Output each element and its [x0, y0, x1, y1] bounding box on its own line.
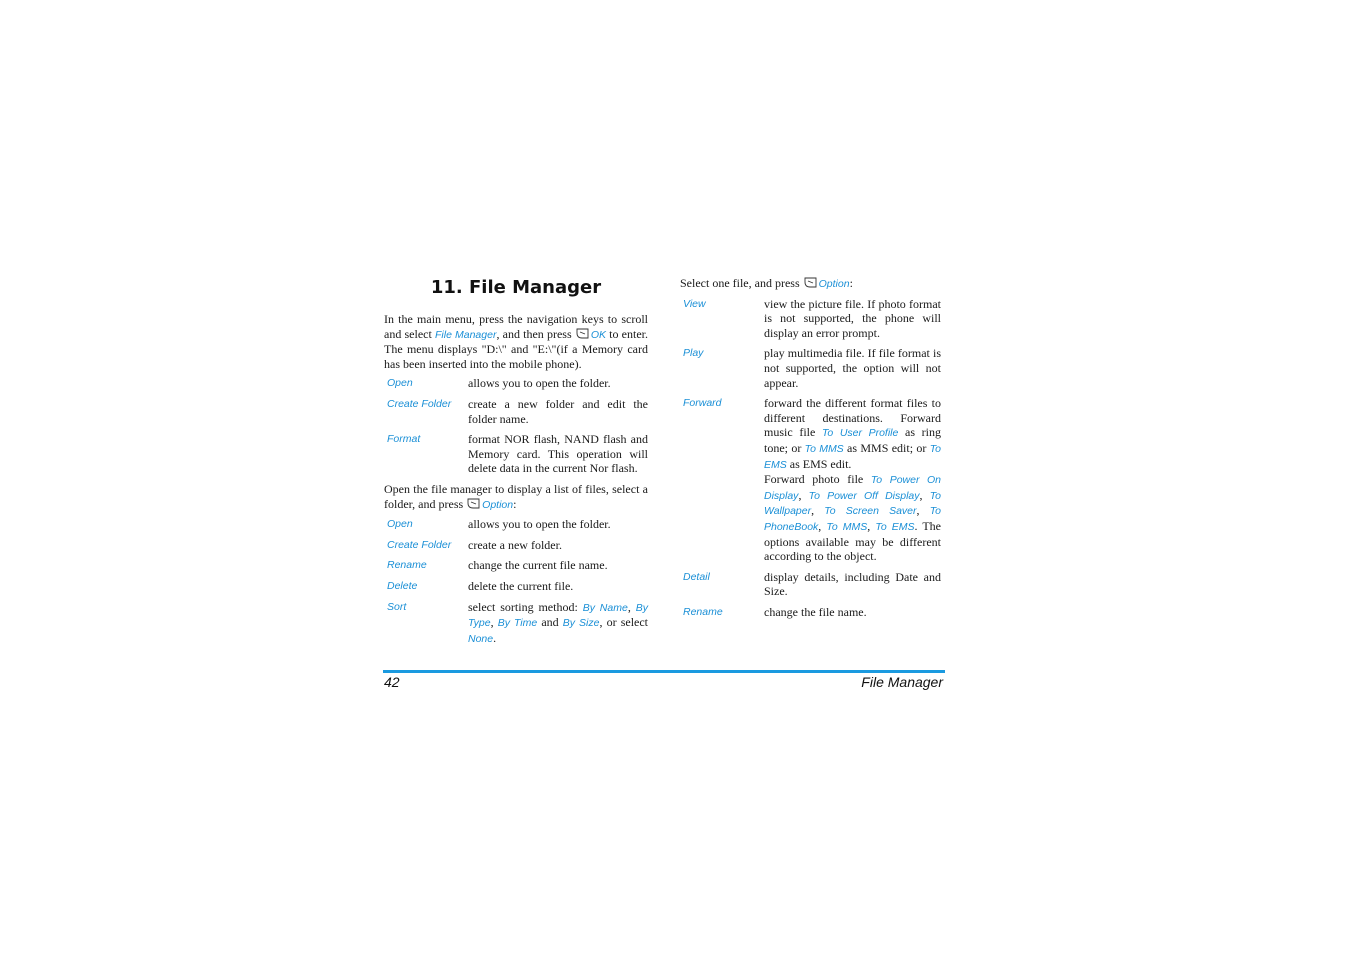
menu-options-list [384, 376, 648, 476]
keyword-ok: OK [590, 328, 606, 341]
option-desc: change the file name. [764, 604, 867, 619]
keyword-to-ems: To EMS [875, 520, 915, 533]
option-desc: create a new folder and edit the folder name. [468, 396, 648, 426]
option-row-sort [384, 600, 648, 647]
option-row [384, 558, 648, 573]
page-number: 42 [384, 674, 400, 690]
intro-text-3: to enter. The menu displays "D:\" and "E:\"(if a Memory card has been inserted into the mobile phone). [384, 326, 648, 371]
forward-text: as MMS edit; or [843, 440, 930, 455]
forward-photo-text [764, 472, 941, 564]
keyword-by-time: By Time [497, 617, 538, 630]
keyword-to-ems: To EMS [764, 442, 941, 471]
option-desc: display details, including Date and Size. [764, 569, 941, 599]
sort-text: , or select [599, 615, 649, 630]
keyword-to-phonebook: To PhoneBook [764, 505, 942, 533]
option-term: Sort [387, 600, 407, 613]
option-term: Play [683, 347, 704, 360]
option-row-forward [680, 396, 941, 564]
option-term: View [683, 297, 706, 310]
sort-text: and [537, 615, 563, 630]
option-term: Forward [683, 397, 722, 410]
option-desc [764, 396, 941, 564]
option-term: Rename [683, 605, 723, 618]
intro-text-1: In the main menu, press the navigation keys to scroll and select [384, 312, 648, 341]
keyword-by-type: By Type [468, 601, 648, 630]
option-row [384, 579, 648, 594]
keyword-to-screen-saver: To Screen Saver [824, 505, 917, 518]
left-column [384, 276, 648, 652]
keyword-to-mms: To MMS [826, 520, 868, 533]
forward-text: forward the different format files to different destinations. Forward music file [764, 396, 941, 440]
keyword-by-name: By Name [582, 601, 628, 614]
keyword-by-size: By Size [562, 617, 600, 630]
option-term: Delete [387, 579, 418, 592]
forward-text: , [919, 487, 930, 502]
folder-intro-paragraph [384, 482, 648, 512]
footer-section-title: File Manager [861, 674, 943, 690]
forward-text: , [916, 503, 930, 518]
forward-text: as ring tone; or [764, 425, 942, 455]
option-desc: delete the current file. [468, 578, 574, 593]
keyword-to-user-profile: To User Profile [821, 427, 899, 440]
sort-text: select sorting method: [468, 599, 583, 614]
sort-text: , [490, 615, 498, 630]
left-softkey-icon [804, 277, 817, 288]
option-desc [468, 600, 648, 647]
forward-text: Forward photo file [764, 472, 871, 487]
keyword-option: Option [482, 498, 514, 511]
option-row [384, 517, 648, 532]
forward-text: , [798, 487, 809, 502]
sort-text: , [627, 599, 636, 614]
option-desc: view the picture file. If photo format is not supported, the phone will display an error prompt. [764, 296, 941, 340]
option-desc: allows you to open the folder. [468, 376, 611, 391]
chapter-title: 11. File Manager [430, 277, 602, 298]
option-row [680, 605, 941, 620]
option-desc: format NOR flash, NAND flash and Memory card. This operation will delete data in the current Nor flash. [468, 432, 648, 476]
keyword-to-power-off-display: To Power Off Display [808, 489, 920, 502]
option-desc: change the current file name. [468, 558, 608, 573]
keyword-to-wallpaper: To Wallpaper [764, 489, 942, 518]
forward-text: , [818, 518, 827, 533]
keyword-option: Option [818, 278, 850, 290]
forward-text: . The options available may be different according to the object. [764, 518, 942, 564]
forward-text: , [811, 503, 825, 518]
forward-text: as EMS edit. [786, 456, 852, 471]
keyword-to-mms: To MMS [804, 442, 844, 455]
option-desc: allows you to open the folder. [468, 517, 611, 532]
file-intro-text-1: Select one file, and press [680, 276, 803, 290]
option-term: Rename [387, 559, 427, 572]
option-term: Format [387, 433, 421, 446]
folder-intro-text-2: : [513, 496, 517, 511]
forward-music-text [764, 396, 941, 472]
option-row [384, 397, 648, 426]
option-row [680, 297, 941, 341]
file-options-list [680, 297, 941, 620]
option-term: Open [387, 377, 413, 390]
file-intro-paragraph [680, 276, 941, 292]
forward-text: , [867, 518, 876, 533]
left-softkey-icon [576, 328, 589, 339]
option-row [680, 346, 941, 390]
intro-text-2: , and then press [496, 326, 575, 341]
keyword-none: None [468, 632, 494, 645]
option-row [384, 538, 648, 553]
option-term: Create Folder [387, 397, 452, 410]
folder-intro-text-1: Open the file manager to display a list of files, select a folder, and press [384, 481, 648, 511]
option-term: Detail [683, 570, 710, 583]
intro-paragraph [384, 312, 648, 371]
left-softkey-icon [467, 498, 480, 509]
option-desc: play multimedia file. If file format is not supported, the option will not appear. [764, 346, 941, 390]
option-desc: create a new folder. [468, 537, 562, 552]
option-term: Open [387, 518, 413, 531]
option-row [384, 376, 648, 391]
option-term: Create Folder [387, 538, 452, 551]
sort-text: . [493, 630, 497, 645]
file-intro-text-2: : [849, 276, 853, 290]
folder-options-list [384, 517, 648, 646]
keyword-to-power-on-display: To Power On Display [764, 474, 941, 502]
option-row [680, 570, 941, 599]
right-column [680, 276, 941, 625]
keyword-file-manager: File Manager [435, 328, 497, 341]
option-row [384, 432, 648, 476]
